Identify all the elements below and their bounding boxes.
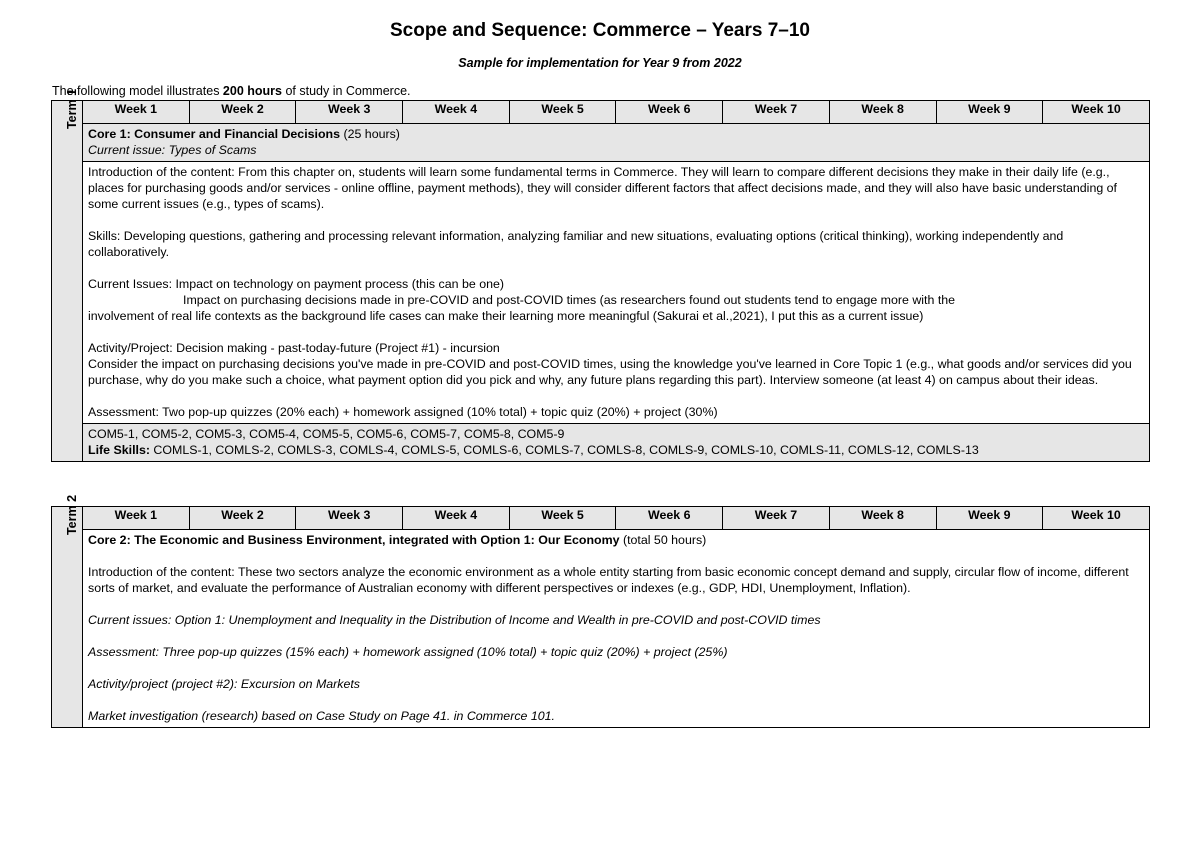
term2-assessment: Assessment: Three pop-up quizzes (15% each) + homework assigned (10% total) + topic quiz (20%) + project (25%): [88, 645, 728, 659]
term2-table: [51, 494, 1150, 728]
term2-week-6: Week 6: [616, 507, 723, 530]
term2-week-header-row: [52, 507, 1150, 530]
term2-content: [83, 530, 1150, 728]
term1-skills: Skills: Developing questions, gathering and processing relevant information, analyzing familiar and new situations, evaluating options (critical thinking), working independently and collaboratively.: [88, 229, 1064, 259]
term1-life-skills-label: Life Skills:: [88, 443, 150, 457]
term1-current-issues-2: Impact on purchasing decisions made in pre-COVID and post-COVID times (as researchers found out students tend to engage more with the: [183, 293, 956, 307]
term2-current-issues: Current issues: Option 1: Unemployment and Inequality in the Distribution of Income and Wealth in pre-COVID and post-COVID times: [88, 613, 821, 627]
term1-core-title: Core 1: Consumer and Financial Decisions: [88, 127, 341, 141]
term2-introduction: Introduction of the content: These two sectors analyze the economic environment as a whole entity starting from basic economic concept demand and supply, circular flow of income, different sorts of market, and evaluate the performance of Australian economy with different perspectives or indexes (e.g., GDP, HDI, Unemployment, Inflation).: [88, 565, 1129, 595]
term1-week-8: Week 8: [829, 101, 936, 124]
term1-week-4: Week 4: [403, 101, 510, 124]
term2-week-4: Week 4: [403, 507, 510, 530]
term1-outcomes: COM5-1, COM5-2, COM5-3, COM5-4, COM5-5, COM5-6, COM5-7, COM5-8, COM5-9: [88, 427, 565, 441]
intro-text: [52, 83, 411, 99]
term1-activity-title: Activity/Project: Decision making - past-today-future (Project #1) - incursion: [88, 341, 500, 355]
intro-before: The following model illustrates: [52, 84, 223, 98]
term2-market-investigation: Market investigation (research) based on Case Study on Page 41. in Commerce 101.: [88, 709, 555, 723]
term1-week-10: Week 10: [1043, 101, 1150, 124]
term2-core-hours: (total 50 hours): [619, 533, 707, 547]
term2-week-10: Week 10: [1043, 507, 1150, 530]
page-title: Scope and Sequence: Commerce – Years 7–10: [390, 20, 810, 41]
intro-after: of study in Commerce.: [281, 84, 411, 98]
term1-life-skills: COMLS-1, COMLS-2, COMLS-3, COMLS-4, COMLS-5, COMLS-6, COMLS-7, COMLS-8, COMLS-9, COMLS-10, COMLS-11, COMLS-12, COMLS-13: [149, 443, 979, 457]
page-subtitle: Sample for implementation for Year 9 from 2022: [458, 56, 742, 70]
term2-week-5: Week 5: [509, 507, 616, 530]
term1-current-issue: Current issue: Types of Scams: [88, 143, 257, 157]
term1-week-3: Week 3: [296, 101, 403, 124]
term2-week-8: Week 8: [829, 507, 936, 530]
term1-week-2: Week 2: [189, 101, 296, 124]
term1-label: Term 1: [65, 88, 80, 130]
term2-core-title: Core 2: The Economic and Business Environment, integrated with Option 1: Our Economy: [88, 533, 620, 547]
term2-week-3: Week 3: [296, 507, 403, 530]
term2-activity: Activity/project (project #2): Excursion on Markets: [88, 677, 361, 691]
term1-activity-body: Consider the impact on purchasing decisions you've made in pre-COVID and post-COVID times, using the knowledge you've learned in Core Topic 1 (e.g., what goods and/or services did you purchase, why do you make such a choice, what payment option did you pick and why, any future plans regarding this part). Interview someone (at least 4) on campus about their ideas.: [88, 357, 1132, 387]
term2-week-7: Week 7: [723, 507, 830, 530]
term1-outcomes-cell: [83, 424, 1150, 462]
term2-week-1: Week 1: [83, 507, 190, 530]
term2-week-9: Week 9: [936, 507, 1043, 530]
term1-current-issues-1: Current Issues: Impact on technology on payment process (this can be one): [88, 277, 504, 291]
term1-content: [83, 162, 1150, 424]
intro-hours: 200 hours: [222, 84, 282, 98]
term1-week-7: Week 7: [723, 101, 830, 124]
term1-core-header: [83, 124, 1150, 162]
term1-week-5: Week 5: [509, 101, 616, 124]
term1-assessment: Assessment: Two pop-up quizzes (20% each) + homework assigned (10% total) + topic quiz (20%) + project (30%): [88, 405, 718, 419]
term1-core-hours: (25 hours): [340, 127, 400, 141]
term1-introduction: Introduction of the content: From this chapter on, students will learn some fundamental terms in Commerce. They will learn to compare different decisions they make in their daily life (e.g., places for purchasing goods and/or services - online offline, payment methods), they will consider different factors that affect decisions made, and they will also have basic understanding of some current issues (e.g., types of scams).: [88, 165, 1117, 211]
term1-week-6: Week 6: [616, 101, 723, 124]
term1-label-cell: [52, 88, 83, 462]
term2-label-cell: [52, 494, 83, 728]
term1-week-1: Week 1: [83, 101, 190, 124]
term1-current-issues-3: involvement of real life contexts as the background life cases can make their learning more meaningful (Sakurai et al.,2021), I put this as a current issue): [88, 309, 924, 323]
term1-week-9: Week 9: [936, 101, 1043, 124]
term2-label: Term 2: [65, 494, 80, 536]
term2-week-2: Week 2: [189, 507, 296, 530]
term1-week-header-row: [52, 101, 1150, 124]
